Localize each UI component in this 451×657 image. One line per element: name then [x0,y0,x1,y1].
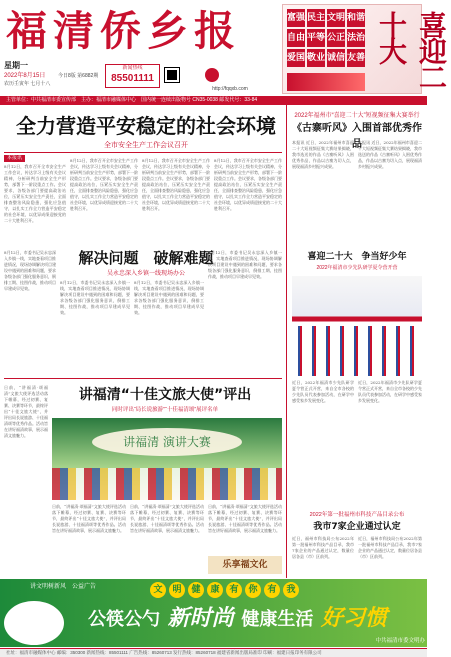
ad-sponsor: 中共福清市委文明办 [375,638,425,644]
story2-body-col4: 8月12日，市委书记吴永忠深入乡镇一线，实地查看项目推进情况，现场协调解决项目建设中遇到的困难和问题，要求各级各部门强化服务意识，倒排工期、挂图作战，推动项目早建成早见效。 [208,250,282,279]
story2-body-col1: 8月12日，市委书记吴永忠深入乡镇一线，实地查看项目推进情况，现场协调解决项目建设中遇到的困难和问题，要求各级各部门强化服务意识，倒排工期、挂图作战，推动项目早建成早见效。 [4,250,56,291]
lunar-date: 农历壬寅年 七月十八 [4,81,51,87]
lead-body-col4: 8月12日，我市召开全市安全生产工作会议，传达学习上级有关会议精神，分析研判当前安全生产形势，部署下一阶段重点工作。会议要求，各级各部门要提高政治站位，压紧压实安全生产责任，全面排查整治风险隐患，强化应急值守，以扎实工作全力营造平安稳定的社会环境，以优异成绩迎接党的二十大胜利召开。 [214,158,282,211]
ad-slogan: 喜迎二十大 [375,11,448,89]
right-mid-body-col1: 近日，2022年福清市少先队研学夏令营正式开营，来自全市各校的少先队员代表参加活动，在研学中感受家乡发展变化。 [292,380,354,403]
story3-body-col4: 日前，“讲福清·颂福清”文旅大使评选活动落下帷幕，经过初赛、复赛、决赛等环节，最终评出“十佳文旅大使”，并评出局长说旅游、十佳福清颂等优秀作品。活动旨在讲好福清故事，展示福清文旅魅力。 [208,504,282,533]
right-top-kicker: 2022年福州市“喜迎二十大”短视频征集大赛举行 [294,113,420,119]
story3-banner: 乐享福文化 [208,556,282,574]
lead-section-tag: 本报讯 [4,155,25,162]
top-right-ad [282,4,448,94]
ad-ball: 你 [245,582,261,598]
right-bottom-kicker: 2022年第一批福州市科技产品目录公布 [309,512,405,518]
divider [4,152,282,153]
ad-tag-11: 诚信 [327,49,345,67]
photo-caption: 讲福清 演讲大赛 [92,428,242,456]
photo-students-decor [292,326,422,376]
right-mid-headline: 喜迎二十大 争当好少年 [307,252,407,262]
lead-body-col1: 8月12日，我市召开全市安全生产工作会议，传达学习上级有关会议精神，分析研判当前安全生产形势，部署下一阶段重点工作。会议要求，各级各部门要提高政治站位，压紧压实安全生产责任，全面排查整治风险隐患，强化应急值守，以扎实工作全力营造平安稳定的社会环境，以优异成绩迎接党的二十大胜利召开。 [4,164,66,223]
story3-headline: 讲福清“十佳文旅大使”评出 [78,387,252,403]
right-bottom-headline: 我市7家企业通过认定 [313,522,401,532]
ad-tag-12: 友善 [347,49,365,67]
footer: 社址：福清市融媒体中心 邮编：350300 新闻热线：85501111 广告热线：85260713 发行热线：85260718 福建省新闻出版局准印 印刷：福建日报印务有限公司 [0,648,427,657]
ad-ribbon-decor [287,73,365,91]
lead-body-col2: 8月12日，我市召开全市安全生产工作会议，传达学习上级有关会议精神，分析研判当前安全生产形势，部署下一阶段重点工作。会议要求，各级各部门要提高政治站位，压紧压实安全生产责任，全面排查整治风险隐患，强化应急值守，以扎实工作全力营造平安稳定的社会环境，以优异成绩迎接党的二十大胜利召开。 [70,158,138,211]
issue-date: 2022年8月15日 [4,73,46,79]
story2-headline: 解决问题 破解难题 [78,249,214,267]
lead-subhead: 全市安全生产工作会议召开 [104,142,188,149]
column-divider [286,100,287,578]
ad-balls [150,582,420,598]
divider [4,378,282,379]
ad-tag-5: 自由 [287,29,305,47]
ad-ball: 文 [150,582,166,598]
right-bottom-body-col2: 近日，福州市科技局公布2022年第一批福州市科技产品目录，我市7家企业的产品通过认定，数量位居各县（市）区前列。 [358,536,422,559]
ad-slogan-4: 好习惯 [321,606,388,631]
right-top-body-col2: 本报讯 近日，2022年福州市喜迎二十大短视频征集大赛结果揭晓，我市选送的作品《古寨听风》入围优秀作品，作品以古寨为切入点，展现福清乡村振兴成果。 [358,140,422,169]
weekday: 星期一 [4,61,28,70]
right-top-body-col1: 本报讯 近日，2022年福州市喜迎二十大短视频征集大赛结果揭晓，我市选送的作品《古寨听风》入围优秀作品，作品以古寨为切入点，展现福清乡村振兴成果。 [292,140,354,169]
ad-tag-3: 文明 [327,9,345,27]
website[interactable]: http://fqqxb.com [212,86,248,92]
issue-info: 今日8版 第6882期 [58,73,99,79]
ad-dish-decor [4,601,64,645]
story3-body-col1: 日前，“讲福清·颂福清”文旅大使评选活动落下帷幕，经过初赛、复赛、决赛等环节，最终评出“十佳文旅大使”，并评出局长说旅游、十佳福清颂等优秀作品。活动旨在讲好福清故事，展示福清文旅魅力。 [4,385,48,438]
ad-tag-10: 敬业 [307,49,325,67]
story3-body-col2: 日前，“讲福清·颂福清”文旅大使评选活动落下帷幕，经过初赛、复赛、决赛等环节，最终评出“十佳文旅大使”，并评出局长说旅游、十佳福清颂等优秀作品。活动旨在讲好福清故事，展示福清文旅魅力。 [52,504,126,533]
ad-ball: 康 [207,582,223,598]
app-logo-icon [205,68,219,82]
ad-slogan-line [88,605,428,633]
story2-subhead: 吴永忠深入乡镇一线现场办公 [106,271,185,277]
public-service-ad [0,579,427,647]
story2-body-col3: 8月12日，市委书记吴永忠深入乡镇一线，实地查看项目推进情况，现场协调解决项目建设中遇到的困难和问题，要求各级各部门强化服务意识，倒排工期、挂图作战，推动项目早建成早见效。 [134,280,204,315]
masthead [0,0,448,96]
story3-subhead: 同时评出“局长说旅游”“十佳福清颂”展评名单 [111,407,219,413]
ad-ball: 有 [226,582,242,598]
right-bottom-body-col1: 近日，福州市科技局公布2022年第一批福州市科技产品目录，我市7家企业的产品通过认定，数量位居各县（市）区前列。 [292,536,354,559]
ad-slogan-2: 新时尚 [167,606,234,631]
ad-tag-1: 富强 [287,9,305,27]
ad-ball: 明 [169,582,185,598]
story3-body-col3: 日前，“讲福清·颂福清”文旅大使评选活动落下帷幕，经过初赛、复赛、决赛等环节，最终评出“十佳文旅大使”，并评出局长说旅游、十佳福清颂等优秀作品。活动旨在讲好福清故事，展示福清文旅魅力。 [130,504,204,533]
hotline-label: 新闻热线 [122,65,143,71]
lead-headline: 全力营造平安稳定的社会环境 [16,114,276,138]
ad-ball: 有 [264,582,280,598]
lead-body-col3: 8月12日，我市召开全市安全生产工作会议，传达学习上级有关会议精神，分析研判当前安全生产形势，部署下一阶段重点工作。会议要求，各级各部门要提高政治站位，压紧压实安全生产责任，全面排查整治风险隐患，强化应急值守，以扎实工作全力营造平安稳定的社会环境，以优异成绩迎接党的二十大胜利召开。 [142,158,210,211]
right-mid-photo [292,276,422,376]
story3-photo [52,418,282,500]
right-mid-body-col2: 近日，2022年福清市少先队研学夏令营正式开营，来自全市各校的少先队员代表参加活动，在研学中感受家乡发展变化。 [358,380,422,403]
photo-crowd-decor [52,468,282,500]
ad-tag-4: 和谐 [347,9,365,27]
ad-tag-6: 平等 [307,29,325,47]
masthead-strip: 主管单位：中共福清市委宣传部 主办：福清市融媒体中心 国内统一连续出版物号 CN35-0038 邮发代号：33-84 [0,96,427,105]
hotline-box [105,64,160,88]
ad-ball: 我 [283,582,299,598]
ad-tag-8: 法治 [347,29,365,47]
right-mid-subhead: 2022年福清市少先队研学夏令营开营 [316,265,398,271]
ad-slogan-1: 公筷公勺 [88,609,160,630]
newspaper-logo: 福清侨乡报 [6,7,241,55]
qr-code-icon [165,68,179,82]
ad-tag-2: 民主 [307,9,325,27]
ad-tag-7: 公正 [327,29,345,47]
ad-tag-9: 爱国 [287,49,305,67]
ad-slogan-3: 健康生活 [241,609,314,630]
right-top-headline: 《古寨听风》入围首部优秀作品 [292,123,422,150]
ad-header: 讲文明树新风 公益广告 [30,584,97,590]
hotline-number: 85501111 [111,73,154,84]
ad-ball: 健 [188,582,204,598]
story2-body-col2: 8月12日，市委书记吴永忠深入乡镇一线，实地查看项目推进情况，现场协调解决项目建设中遇到的困难和问题，要求各级各部门强化服务意识，倒排工期、挂图作战，推动项目早建成早见效。 [60,280,130,315]
